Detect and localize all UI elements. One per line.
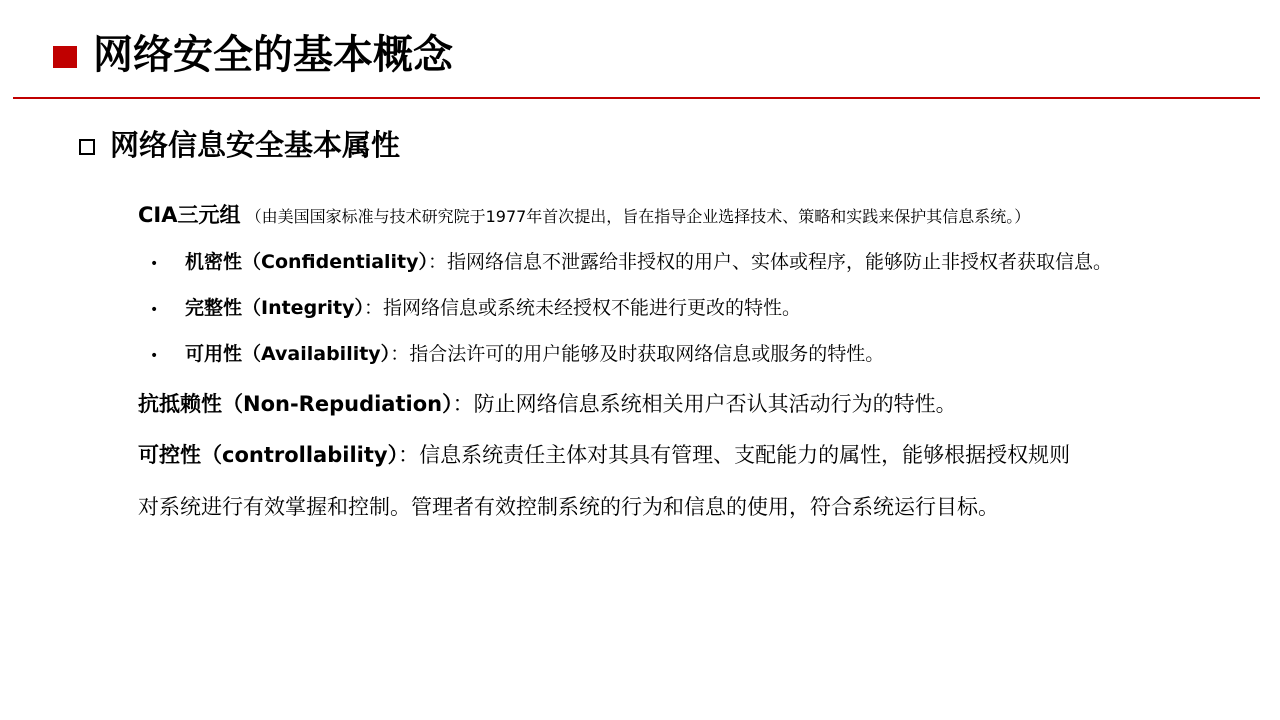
bullet-term: 完整性（Integrity） xyxy=(185,297,365,319)
bullet-desc: ：指网络信息不泄露给非授权的用户、实体或程序，能够防止非授权者获取信息。 xyxy=(428,251,1113,273)
cia-line xyxy=(138,200,1030,232)
controllability-desc: ：信息系统责任主体对其具有管理、支配能力的属性，能够根据授权规则 xyxy=(398,443,1071,467)
title-divider xyxy=(13,97,1260,99)
page-title: 网络安全的基本概念 xyxy=(93,32,453,78)
bullet-desc: ：指网络信息或系统未经授权不能进行更改的特性。 xyxy=(364,297,802,319)
bullet-marker: • xyxy=(150,348,159,364)
hollow-square-icon xyxy=(79,139,95,155)
non-repudiation-line xyxy=(138,387,957,421)
controllability-line xyxy=(138,438,1070,472)
cia-note: （由美国国家标准与技术研究院于1977年首次提出，旨在指导企业选择技术、策略和实践来保护其信息系统。） xyxy=(245,207,1031,226)
section-title: 网络信息安全基本属性 xyxy=(110,128,401,162)
bullet-availability xyxy=(150,339,884,371)
bullet-integrity xyxy=(150,293,801,325)
bullet-marker: • xyxy=(150,302,159,318)
controllability-line-2 xyxy=(138,490,999,524)
bullet-term: 可用性（Availability） xyxy=(185,343,391,365)
non-repudiation-term: 抗抵赖性（Non-Repudiation） xyxy=(138,392,453,416)
bullet-term: 机密性（Confidentiality） xyxy=(185,251,429,273)
cia-heading: CIA三元组 xyxy=(138,203,241,227)
controllability-desc-continued: 对系统进行有效掌握和控制。管理者有效控制系统的行为和信息的使用，符合系统运行目标。 xyxy=(138,495,999,519)
controllability-term: 可控性（controllability） xyxy=(138,443,399,467)
bullet-marker: • xyxy=(150,256,159,272)
bullet-confidentiality xyxy=(150,247,1112,279)
non-repudiation-desc: ：防止网络信息系统相关用户否认其活动行为的特性。 xyxy=(452,392,957,416)
title-marker xyxy=(53,46,77,68)
bullet-desc: ：指合法许可的用户能够及时获取网络信息或服务的特性。 xyxy=(390,343,885,365)
